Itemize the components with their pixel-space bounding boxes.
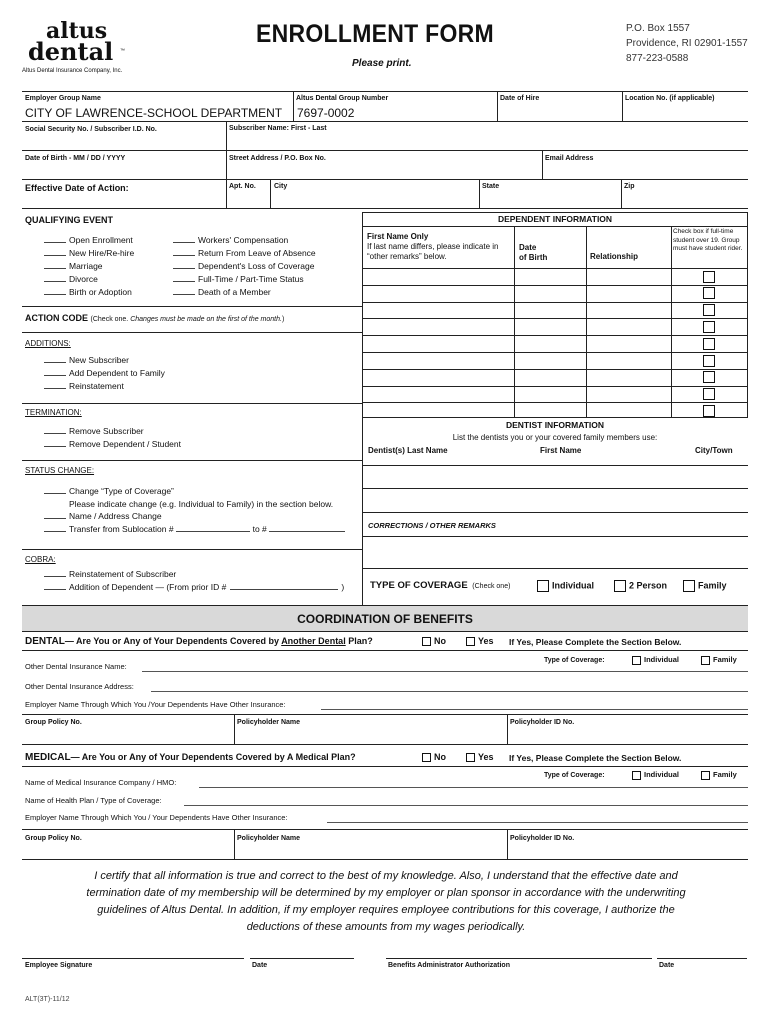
checkbox-icon[interactable] (683, 580, 695, 592)
student-checkbox-icon[interactable] (703, 271, 715, 283)
qe-item[interactable]: Full-Time / Part-Time Status (173, 273, 316, 286)
dental-policyholder-id: Policyholder ID No. (510, 719, 575, 726)
street-label: Street Address / P.O. Box No. (229, 155, 326, 162)
dental-no[interactable]: No (422, 636, 446, 646)
medical-type-family[interactable]: Family (701, 770, 737, 780)
dental-group-policy: Group Policy No. (25, 719, 82, 726)
qe-item[interactable]: Dependent's Loss of Coverage (173, 260, 316, 273)
dental-type-individual[interactable]: Individual (632, 655, 679, 665)
address-line1: P.O. Box 1557 (626, 23, 690, 34)
dentist-note: List the dentists you or your covered family members use: (452, 433, 658, 442)
checkbox-icon[interactable] (422, 753, 431, 762)
coverage-family[interactable]: Family (683, 580, 727, 592)
medical-plan-label: Name of Health Plan / Type of Coverage: (25, 796, 162, 805)
cobra-item[interactable]: Addition of Dependent — (From prior ID # ) (44, 581, 344, 594)
form-title: ENROLLMENT FORM (256, 20, 494, 48)
status-item[interactable]: Change “Type of Coverage” (44, 485, 348, 498)
dep-col-relationship: Relationship (590, 252, 639, 261)
employee-signature-label: Employee Signature (25, 962, 93, 969)
qe-item[interactable]: Death of a Member (173, 286, 316, 299)
termination-title: TERMINATION: (25, 408, 82, 417)
dental-name-label: Other Dental Insurance Name: (25, 662, 127, 671)
checkbox-icon[interactable] (701, 771, 710, 780)
corrections-label: CORRECTIONS / OTHER REMARKS (368, 521, 496, 530)
coverage-row: TYPE OF COVERAGE (Check one) (370, 580, 511, 591)
altus-logo (22, 20, 132, 76)
location-label: Location No. (if applicable) (625, 95, 715, 102)
status-change-list (44, 485, 348, 535)
checkbox-icon[interactable] (466, 637, 475, 646)
date1-label: Date (252, 962, 268, 969)
additions-item[interactable]: Add Dependent to Family (44, 367, 165, 380)
logo-line1: altus (46, 18, 108, 44)
student-checkbox-icon[interactable] (703, 304, 715, 316)
student-checkbox-icon[interactable] (703, 371, 715, 383)
medical-policyholder-name: Policyholder Name (237, 835, 301, 842)
logo-line2: dental (28, 37, 114, 66)
state-label: State (482, 183, 500, 190)
dental-type-family[interactable]: Family (701, 655, 737, 665)
student-checkbox-icon[interactable] (703, 321, 715, 333)
checkbox-icon[interactable] (422, 637, 431, 646)
dental-type-label: Type of Coverage: (544, 657, 605, 664)
medical-policyholder-id: Policyholder ID No. (510, 835, 575, 842)
dep-col-first-name: First Name Only If last name differs, please indicate in “other remarks” below. (367, 232, 499, 261)
dentist-col-first: First Name (540, 446, 582, 455)
medical-group-policy: Group Policy No. (25, 835, 82, 842)
checkbox-icon[interactable] (537, 580, 549, 592)
medical-employer-label: Employer Name Through Which You / Your Dependents Have Other Insurance: (25, 813, 288, 822)
dob-label: Date of Birth - MM / DD / YYYY (25, 155, 126, 162)
cobra-title: COBRA: (25, 555, 56, 564)
apt-label: Apt. No. (229, 183, 256, 190)
effective-date-label: Effective Date of Action: (25, 183, 129, 193)
medical-question: MEDICAL— Are You or Any of Your Dependents Covered by A Medical Plan? (25, 752, 356, 763)
email-label: Email Address (545, 155, 594, 162)
ssn-label: Social Security No. / Subscriber I.D. No. (25, 126, 157, 133)
logo-company: Altus Dental Insurance Company, Inc. (22, 68, 123, 74)
dental-employer-label: Employer Name Through Which You /Your Dependents Have Other Insurance: (25, 700, 286, 709)
medical-no[interactable]: No (422, 752, 446, 762)
student-checkbox-icon[interactable] (703, 338, 715, 350)
qe-item[interactable]: Divorce (44, 273, 134, 286)
admin-auth-label: Benefits Administrator Authorization (388, 962, 510, 969)
termination-list (44, 425, 181, 451)
employer-group-label: Employer Group Name (25, 95, 101, 102)
medical-type-individual[interactable]: Individual (632, 770, 679, 780)
status-change-title: STATUS CHANGE: (25, 466, 95, 475)
medical-if-yes: If Yes, Please Complete the Section Below. (509, 753, 682, 763)
qe-item[interactable]: Birth or Adoption (44, 286, 134, 299)
dep-col-student: Check box if full-time student over 19. Group must have student rider. (673, 228, 743, 252)
dental-yes[interactable]: Yes (466, 636, 494, 646)
phone-number: 877-223-0588 (626, 53, 689, 64)
medical-type-label: Type of Coverage: (544, 772, 605, 779)
zip-label: Zip (624, 183, 635, 190)
subscriber-name-label: Subscriber Name: First - Last (229, 125, 327, 132)
qualifying-left-list (44, 234, 134, 299)
logo-tm: ™ (120, 48, 125, 54)
student-checkbox-icon[interactable] (703, 355, 715, 367)
qe-item[interactable]: Return From Leave of Absence (173, 247, 316, 260)
qe-item[interactable]: New Hire/Re-hire (44, 247, 134, 260)
additions-list (44, 354, 165, 393)
altus-group-value[interactable]: 7697-0002 (297, 106, 355, 120)
city-label: City (274, 183, 288, 190)
coverage-individual[interactable]: Individual (537, 580, 594, 592)
student-checkbox-icon[interactable] (703, 287, 715, 299)
checkbox-icon[interactable] (466, 753, 475, 762)
student-checkbox-icon[interactable] (703, 388, 715, 400)
checkbox-icon[interactable] (632, 656, 641, 665)
status-item[interactable]: Transfer from Sublocation # to # (44, 523, 348, 536)
cob-title: COORDINATION OF BENEFITS (297, 612, 473, 626)
dental-address-label: Other Dental Insurance Address: (25, 682, 134, 691)
address-line2: Providence, RI 02901-1557 (626, 38, 748, 49)
termination-item[interactable]: Remove Dependent / Student (44, 438, 181, 451)
dental-if-yes: If Yes, Please Complete the Section Below. (509, 637, 682, 647)
date-of-hire-label: Date of Hire (500, 95, 540, 102)
qe-item[interactable]: Workers' Compensation (173, 234, 316, 247)
date2-label: Date (659, 962, 675, 969)
altus-group-label: Altus Dental Group Number (296, 95, 389, 102)
medical-yes[interactable]: Yes (466, 752, 494, 762)
additions-title: ADDITIONS: (25, 339, 71, 348)
action-code-title: ACTION CODE (Check one. Changes must be made on the first of the month.) (25, 313, 285, 323)
dependent-title: DEPENDENT INFORMATION (497, 214, 613, 224)
qe-item[interactable]: Open Enrollment (44, 234, 134, 247)
status-item-note: Please indicate change (e.g. Individual to Family) in the section below. (69, 498, 334, 509)
additions-item[interactable]: New Subscriber (44, 354, 165, 367)
checkbox-icon[interactable] (701, 656, 710, 665)
checkbox-icon[interactable] (632, 771, 641, 780)
mail-address (626, 21, 748, 66)
student-checkbox-icon[interactable] (703, 405, 715, 417)
certification-text: I certify that all information is true and correct to the best of my knowledge. Also, I understand that the effective date and termination date of my membership will be determined by my employer or plan sponsor in accordance with the underwriting guidelines of Altus Dental. In addition, if my employer requires employee contributions for this coverage, I authorize the deductions of these amounts from my wages periodically. (86, 870, 686, 933)
cobra-item[interactable]: Reinstatement of Subscriber (44, 568, 344, 581)
dep-col-dob: Date of Birth (519, 243, 548, 262)
please-print: Please print. (352, 58, 412, 69)
checkbox-icon[interactable] (614, 580, 626, 592)
cobra-list (44, 568, 344, 594)
dental-question: DENTAL— Are You or Any of Your Dependents Covered by Another Dental Plan? (25, 636, 373, 647)
dentist-title: DENTIST INFORMATION (505, 420, 605, 430)
qualifying-right-list (173, 234, 316, 299)
status-item[interactable]: Name / Address Change (44, 510, 348, 523)
coverage-two-person[interactable]: 2 Person (614, 580, 667, 592)
dental-policyholder-name: Policyholder Name (237, 719, 301, 726)
dentist-col-last: Dentist(s) Last Name (368, 446, 448, 455)
qualifying-title: QUALIFYING EVENT (25, 215, 114, 225)
dentist-col-city: City/Town (695, 446, 733, 455)
termination-item[interactable]: Remove Subscriber (44, 425, 181, 438)
employer-group-value[interactable]: CITY OF LAWRENCE-SCHOOL DEPARTMENT (25, 106, 283, 120)
additions-item[interactable]: Reinstatement (44, 380, 165, 393)
qe-item[interactable]: Marriage (44, 260, 134, 273)
form-code: ALT(3T)-11/12 (25, 996, 70, 1003)
medical-name-label: Name of Medical Insurance Company / HMO: (25, 778, 177, 787)
